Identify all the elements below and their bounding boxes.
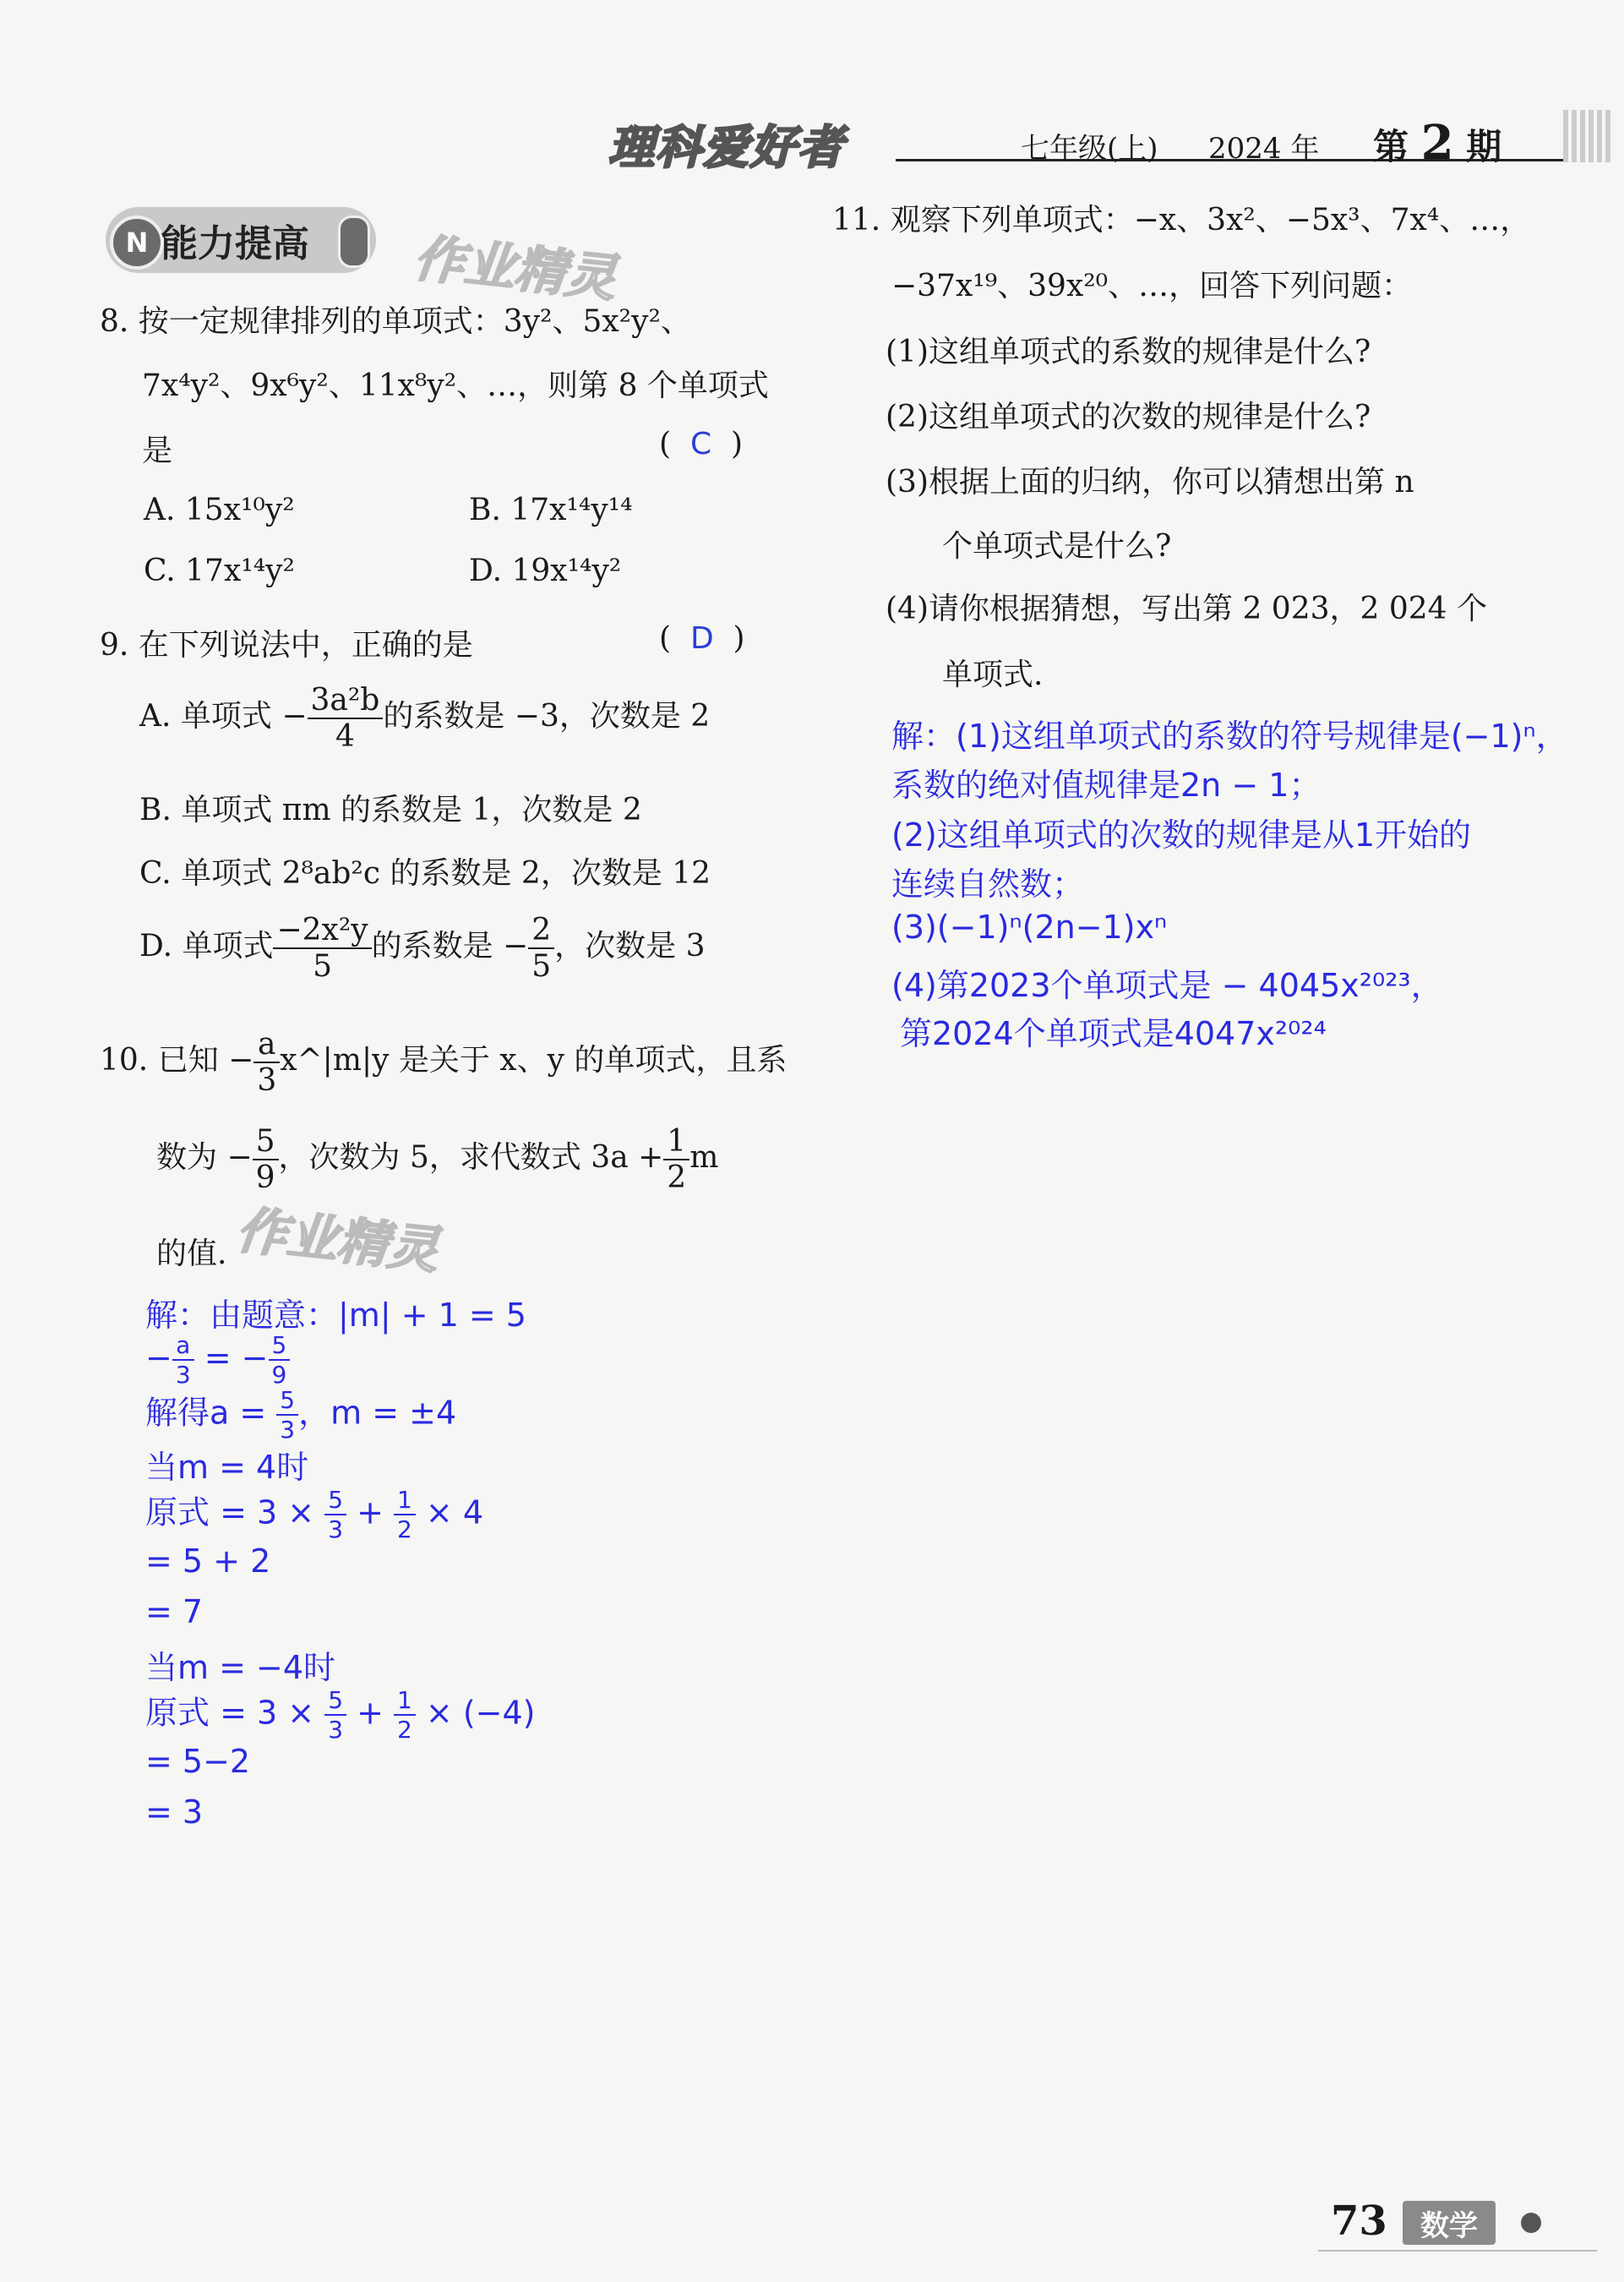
q11-part4b: 单项式. xyxy=(942,658,1044,692)
sol10-line2 xyxy=(145,1331,290,1389)
section-tail-icon xyxy=(338,216,370,268)
q8-option-a: A. 15x¹⁰y² xyxy=(144,493,295,527)
sol10-l5-den2: 2 xyxy=(397,1515,412,1543)
sol10-l2-num2: 5 xyxy=(269,1331,291,1361)
q10-line3: 的值. xyxy=(156,1237,227,1271)
sol10-line5 xyxy=(145,1486,483,1543)
q9-option-a xyxy=(139,683,710,754)
header-year: 2024 年 xyxy=(1208,132,1320,166)
q11-part2: (2)这组单项式的次数的规律是什么? xyxy=(886,400,1371,434)
q10-pre: 10. 已知 − xyxy=(100,1043,254,1078)
q9a-post: 的系数是 −3，次数是 2 xyxy=(383,699,711,734)
sol10-l5-num2: 1 xyxy=(394,1486,416,1515)
sol11-line2: 系数的绝对值规律是2n − 1； xyxy=(891,767,1322,804)
q10-l2-num2: 1 xyxy=(663,1124,689,1160)
sol10-line10: = 5−2 xyxy=(145,1743,251,1780)
q9-option-c: C. 单项式 2⁸ab²c 的系数是 2，次数是 12 xyxy=(139,856,711,891)
watermark: 作业精灵 xyxy=(411,228,619,309)
sol10-l5-post: × 4 xyxy=(415,1493,484,1531)
issue-suffix: 期 xyxy=(1466,126,1502,167)
sol10-l9-post: × (−4) xyxy=(415,1694,536,1732)
sol11-line3: (2)这组单项式的次数的规律是从1开始的 xyxy=(891,816,1472,854)
sol10-line11: = 3 xyxy=(145,1793,204,1831)
q10-post: x^|m|y 是关于 x、y 的单项式，且系 xyxy=(280,1043,787,1078)
sol10-l5-pre: 原式 = 3 × xyxy=(145,1493,325,1531)
sol10-l9-mid: + xyxy=(346,1694,395,1732)
q10-line2 xyxy=(156,1124,718,1195)
subject-tag: 数学 xyxy=(1403,2201,1496,2245)
sol10-l5-mid: + xyxy=(346,1493,395,1531)
sol10-l2-mid: = − xyxy=(193,1339,269,1377)
sol10-l3-num: 5 xyxy=(276,1386,298,1416)
sol10-l5-den: 3 xyxy=(328,1515,344,1543)
q9-option-d xyxy=(139,913,705,984)
q10-l2-pre: 数为 − xyxy=(156,1140,253,1175)
sol10-line9 xyxy=(145,1686,536,1744)
sol10-l9-num: 5 xyxy=(324,1686,346,1716)
q8-option-c: C. 17x¹⁴y² xyxy=(144,554,295,588)
subject-dot-icon xyxy=(1521,2213,1541,2233)
q10-num: a xyxy=(253,1027,280,1063)
q10-l2-den2: 2 xyxy=(667,1160,687,1195)
sol10-line7: = 7 xyxy=(145,1593,204,1630)
q9a-den: 4 xyxy=(335,719,355,754)
sol10-l2-num: a xyxy=(172,1331,194,1361)
sol10-l9-pre: 原式 = 3 × xyxy=(145,1694,325,1732)
sol10-l2-pre: − xyxy=(145,1339,172,1377)
header-stripes xyxy=(1563,110,1614,162)
sol10-l3-den: 3 xyxy=(280,1416,296,1444)
q9-answer: ( D ) xyxy=(659,621,745,656)
q9d-den: 5 xyxy=(313,949,332,984)
q9-answer-letter: D xyxy=(689,621,714,656)
q8-line3: 是 xyxy=(142,434,173,468)
q11-part1: (1)这组单项式的系数的规律是什么? xyxy=(886,335,1371,369)
magazine-logo: 理科爱好者 xyxy=(608,121,845,174)
q8-option-d: D. 19x¹⁴y² xyxy=(469,554,622,588)
q8-answer-letter: C xyxy=(689,427,712,461)
q9-option-b: B. 单项式 πm 的系数是 1，次数是 2 xyxy=(139,793,642,827)
sol11-line4: 连续自然数； xyxy=(891,865,1085,903)
sol10-line4: 当m = 4时 xyxy=(145,1449,309,1486)
sol11-line6: (4)第2023个单项式是 − 4045x²⁰²³， xyxy=(891,967,1443,1004)
q9d-mid: 的系数是 − xyxy=(371,929,529,964)
q9d-num2: 2 xyxy=(528,913,554,949)
sol11-line1: 解：(1)这组单项式的系数的符号规律是(−1)ⁿ， xyxy=(891,718,1568,755)
sol10-l2-den: 3 xyxy=(175,1361,191,1389)
sol10-l3-pre: 解得a = xyxy=(145,1394,277,1432)
sol10-l9-num2: 1 xyxy=(394,1686,416,1716)
q8-option-b: B. 17x¹⁴y¹⁴ xyxy=(469,493,633,527)
section-badge-icon: N xyxy=(110,216,164,270)
q10-l2-post: m xyxy=(689,1140,719,1175)
sol11-line5: (3)(−1)ⁿ(2n−1)xⁿ xyxy=(891,909,1168,946)
q9a-pre: A. 单项式 − xyxy=(139,699,308,734)
section-title: 能力提高 xyxy=(161,222,309,265)
sol10-l3-post: ，m = ±4 xyxy=(298,1394,457,1432)
page-number: 73 xyxy=(1331,2197,1387,2245)
q10-l2-den: 9 xyxy=(255,1160,275,1195)
issue-number: 2 xyxy=(1420,115,1454,171)
q8-answer: ( C ) xyxy=(659,427,744,461)
sol10-line1: 解：由题意：|m| + 1 = 5 xyxy=(145,1297,526,1334)
sol11-line7: 第2024个单项式是4047x²⁰²⁴ xyxy=(900,1015,1327,1052)
q11-part3b: 个单项式是什么? xyxy=(942,529,1172,564)
q11-part4a: (4)请你根据猜想，写出第 2 023，2 024 个 xyxy=(886,592,1488,626)
sol10-l9-den: 3 xyxy=(328,1716,344,1744)
q10-line1 xyxy=(100,1027,787,1098)
header-issue xyxy=(1373,115,1501,171)
sol10-line8: 当m = −4时 xyxy=(145,1649,336,1686)
q9d-post: ，次数是 3 xyxy=(554,929,706,964)
q9d-pre: D. 单项式 xyxy=(139,929,274,964)
q10-l2-num: 5 xyxy=(253,1124,279,1160)
q9-stem: 9. 在下列说法中，正确的是 xyxy=(100,628,473,663)
q10-den: 3 xyxy=(257,1063,277,1098)
q9d-den2: 5 xyxy=(531,949,552,984)
issue-prefix: 第 xyxy=(1373,126,1409,167)
sol10-l5-num: 5 xyxy=(324,1486,346,1515)
q9d-num: −2x²y xyxy=(273,913,371,949)
sol10-l2-den2: 9 xyxy=(271,1361,287,1389)
q10-l2-mid: ，次数为 5，求代数式 3a + xyxy=(278,1140,664,1175)
q9a-num: 3a²b xyxy=(308,683,384,719)
q8-line1: 8. 按一定规律排列的单项式：3y²、5x²y²、 xyxy=(100,304,691,339)
q11-part3a: (3)根据上面的归纳，你可以猜想出第 n xyxy=(886,465,1414,500)
q8-line2: 7x⁴y²、9x⁶y²、11x⁸y²、…，则第 8 个单项式 xyxy=(142,369,769,403)
sol10-l9-den2: 2 xyxy=(397,1716,412,1744)
sol10-line3 xyxy=(145,1386,456,1444)
sol10-line6: = 5 + 2 xyxy=(145,1542,271,1580)
header-grade: 七年级(上) xyxy=(1021,132,1158,166)
watermark: 作业精灵 xyxy=(233,1200,442,1281)
q11-line1: 11. 观察下列单项式：−x、3x²、−5x³、7x⁴、…， xyxy=(832,203,1531,237)
q11-line2: −37x¹⁹、39x²⁰、…，回答下列问题： xyxy=(891,269,1413,303)
footer-rule xyxy=(1318,2250,1597,2252)
